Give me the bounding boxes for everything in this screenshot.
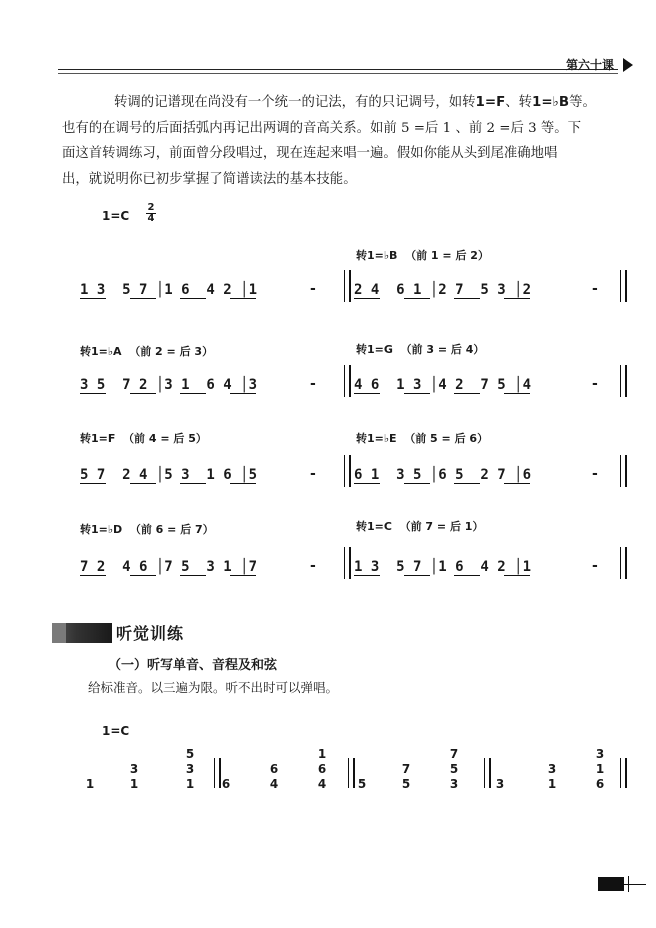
chord-note: 1 <box>185 777 195 791</box>
score-key: 1=C <box>102 209 130 223</box>
note-beam <box>354 393 380 394</box>
double-barline <box>214 758 221 788</box>
double-barline <box>348 758 355 788</box>
double-barline <box>344 455 351 487</box>
chord-stack <box>128 762 140 792</box>
chord-note: 6 <box>317 762 327 776</box>
page-tab-tick <box>628 876 629 892</box>
score-line-right: 4 6 1 3 │4 2 7 5 │4 <box>354 377 532 393</box>
note-beam <box>354 298 380 299</box>
chord-stack <box>220 777 232 792</box>
note-beam <box>230 575 256 576</box>
chord-stack <box>594 747 606 792</box>
chord-stack <box>448 747 460 792</box>
modulation-label: 转1=G （前 3 = 后 4） <box>356 343 485 356</box>
intro-line-1: 转调的记谱现在尚没有一个统一的记法，有的只记调号，如转1=F、转1=♭B等。 <box>114 95 596 110</box>
note-beam <box>354 483 380 484</box>
note-beam <box>454 483 480 484</box>
listening-key: 1=C <box>102 724 130 738</box>
note-beam <box>504 298 530 299</box>
chord-stack <box>84 777 96 792</box>
sustain-dash: - <box>592 281 598 297</box>
double-barline <box>344 547 351 579</box>
chord-note: 1 <box>547 777 557 791</box>
chord-note: 7 <box>449 747 459 761</box>
note-beam <box>130 393 156 394</box>
chord-stack <box>184 747 196 792</box>
header-rule-thin <box>58 73 618 74</box>
note-beam <box>404 575 430 576</box>
section-band-accent <box>52 623 66 643</box>
chord-note: 3 <box>595 747 605 761</box>
chord-note: 3 <box>495 777 505 791</box>
note-beam <box>404 483 430 484</box>
note-beam <box>504 483 530 484</box>
note-beam <box>80 298 106 299</box>
score-line-left: 5 7 2 4 │5 3 1 6 │5 <box>80 467 258 483</box>
note-beam <box>180 393 206 394</box>
subsection-title: （一）听写单音、音程及和弦 <box>108 658 278 673</box>
modulation-label: 转1=C （前 7 = 后 1） <box>356 520 484 533</box>
lesson-label: 第六十课 <box>566 58 615 72</box>
chord-note: 5 <box>357 777 367 791</box>
chord-note: 6 <box>221 777 231 791</box>
intro-line-2: 也有的在调号的后面括弧内再记出两调的音高关系。如前 5 =后 1 、前 2 =后 3 等。下 <box>62 120 582 136</box>
time-bottom: 4 <box>147 213 155 224</box>
chord-note: 3 <box>185 762 195 776</box>
double-barline <box>344 270 351 302</box>
note-beam <box>454 393 480 394</box>
sustain-dash: - <box>592 466 598 482</box>
sustain-dash: - <box>310 376 316 392</box>
note-beam <box>354 575 380 576</box>
intro-line-3: 面这首转调练习，前面曾分段唱过，现在连起来唱一遍。假如你能从头到尾准确地唱 <box>62 146 558 161</box>
note-beam <box>454 298 480 299</box>
sustain-dash: - <box>310 558 316 574</box>
note-beam <box>404 298 430 299</box>
intro-line-4: 出，就说明你已初步掌握了简谱读法的基本技能。 <box>62 171 357 187</box>
time-signature <box>146 203 156 224</box>
note-beam <box>180 298 206 299</box>
score-line-right: 1 3 5 7 │1 6 4 2 │1 <box>354 559 532 575</box>
chord-note: 5 <box>401 777 411 791</box>
chord-note: 5 <box>185 747 195 761</box>
chord-note: 5 <box>449 762 459 776</box>
note-beam <box>230 298 256 299</box>
chord-note: 1 <box>85 777 95 791</box>
chord-stack <box>356 777 368 792</box>
chord-stack <box>268 762 280 792</box>
score-line-right: 6 1 3 5 │6 5 2 7 │6 <box>354 467 532 483</box>
chord-note: 3 <box>449 777 459 791</box>
modulation-label: 转1=♭B （前 1 = 后 2） <box>356 249 489 262</box>
note-beam <box>180 575 206 576</box>
score-line-left: 1 3 5 7 │1 6 4 2 │1 <box>80 282 258 298</box>
score-line-left: 7 2 4 6 │7 5 3 1 │7 <box>80 559 258 575</box>
double-barline <box>344 365 351 397</box>
chord-note: 6 <box>595 777 605 791</box>
chord-stack <box>316 747 328 792</box>
header-rule <box>58 69 618 70</box>
note-beam <box>80 393 106 394</box>
double-barline <box>620 365 627 397</box>
sustain-dash: - <box>592 558 598 574</box>
double-barline <box>620 758 627 788</box>
note-beam <box>404 393 430 394</box>
chord-note: 4 <box>317 777 327 791</box>
double-barline <box>620 547 627 579</box>
page-tab-marker <box>598 877 624 891</box>
sustain-dash: - <box>310 466 316 482</box>
double-barline <box>620 455 627 487</box>
sustain-dash: - <box>592 376 598 392</box>
score-line-right: 2 4 6 1 │2 7 5 3 │2 <box>354 282 532 298</box>
note-beam <box>230 393 256 394</box>
modulation-label: 转1=F （前 4 = 后 5） <box>80 432 207 445</box>
chord-note: 6 <box>269 762 279 776</box>
chord-stack <box>494 777 506 792</box>
note-beam <box>130 483 156 484</box>
modulation-label: 转1=♭A （前 2 = 后 3） <box>80 345 214 358</box>
chord-note: 1 <box>595 762 605 776</box>
chord-note: 1 <box>129 777 139 791</box>
note-beam <box>180 483 206 484</box>
chord-note: 4 <box>269 777 279 791</box>
header-arrow-icon <box>623 58 633 72</box>
double-barline <box>484 758 491 788</box>
instruction-text: 给标准音。以三遍为限。听不出时可以弹唱。 <box>88 680 339 695</box>
section-title: 听觉训练 <box>116 624 185 643</box>
chord-stack <box>546 762 558 792</box>
note-beam <box>80 483 106 484</box>
intro-paragraph <box>62 90 636 192</box>
note-beam <box>454 575 480 576</box>
note-beam <box>504 575 530 576</box>
chord-note: 3 <box>129 762 139 776</box>
chord-stack <box>400 762 412 792</box>
double-barline <box>620 270 627 302</box>
note-beam <box>130 575 156 576</box>
sustain-dash: - <box>310 281 316 297</box>
modulation-label: 转1=♭D （前 6 = 后 7） <box>80 523 214 536</box>
chord-note: 3 <box>547 762 557 776</box>
time-top: 2 <box>147 202 155 213</box>
note-beam <box>230 483 256 484</box>
chord-note: 7 <box>401 762 411 776</box>
note-beam <box>80 575 106 576</box>
note-beam <box>130 298 156 299</box>
note-beam <box>504 393 530 394</box>
chord-note: 1 <box>317 747 327 761</box>
score-line-left: 3 5 7 2 │3 1 6 4 │3 <box>80 377 258 393</box>
modulation-label: 转1=♭E （前 5 = 后 6） <box>356 432 489 445</box>
